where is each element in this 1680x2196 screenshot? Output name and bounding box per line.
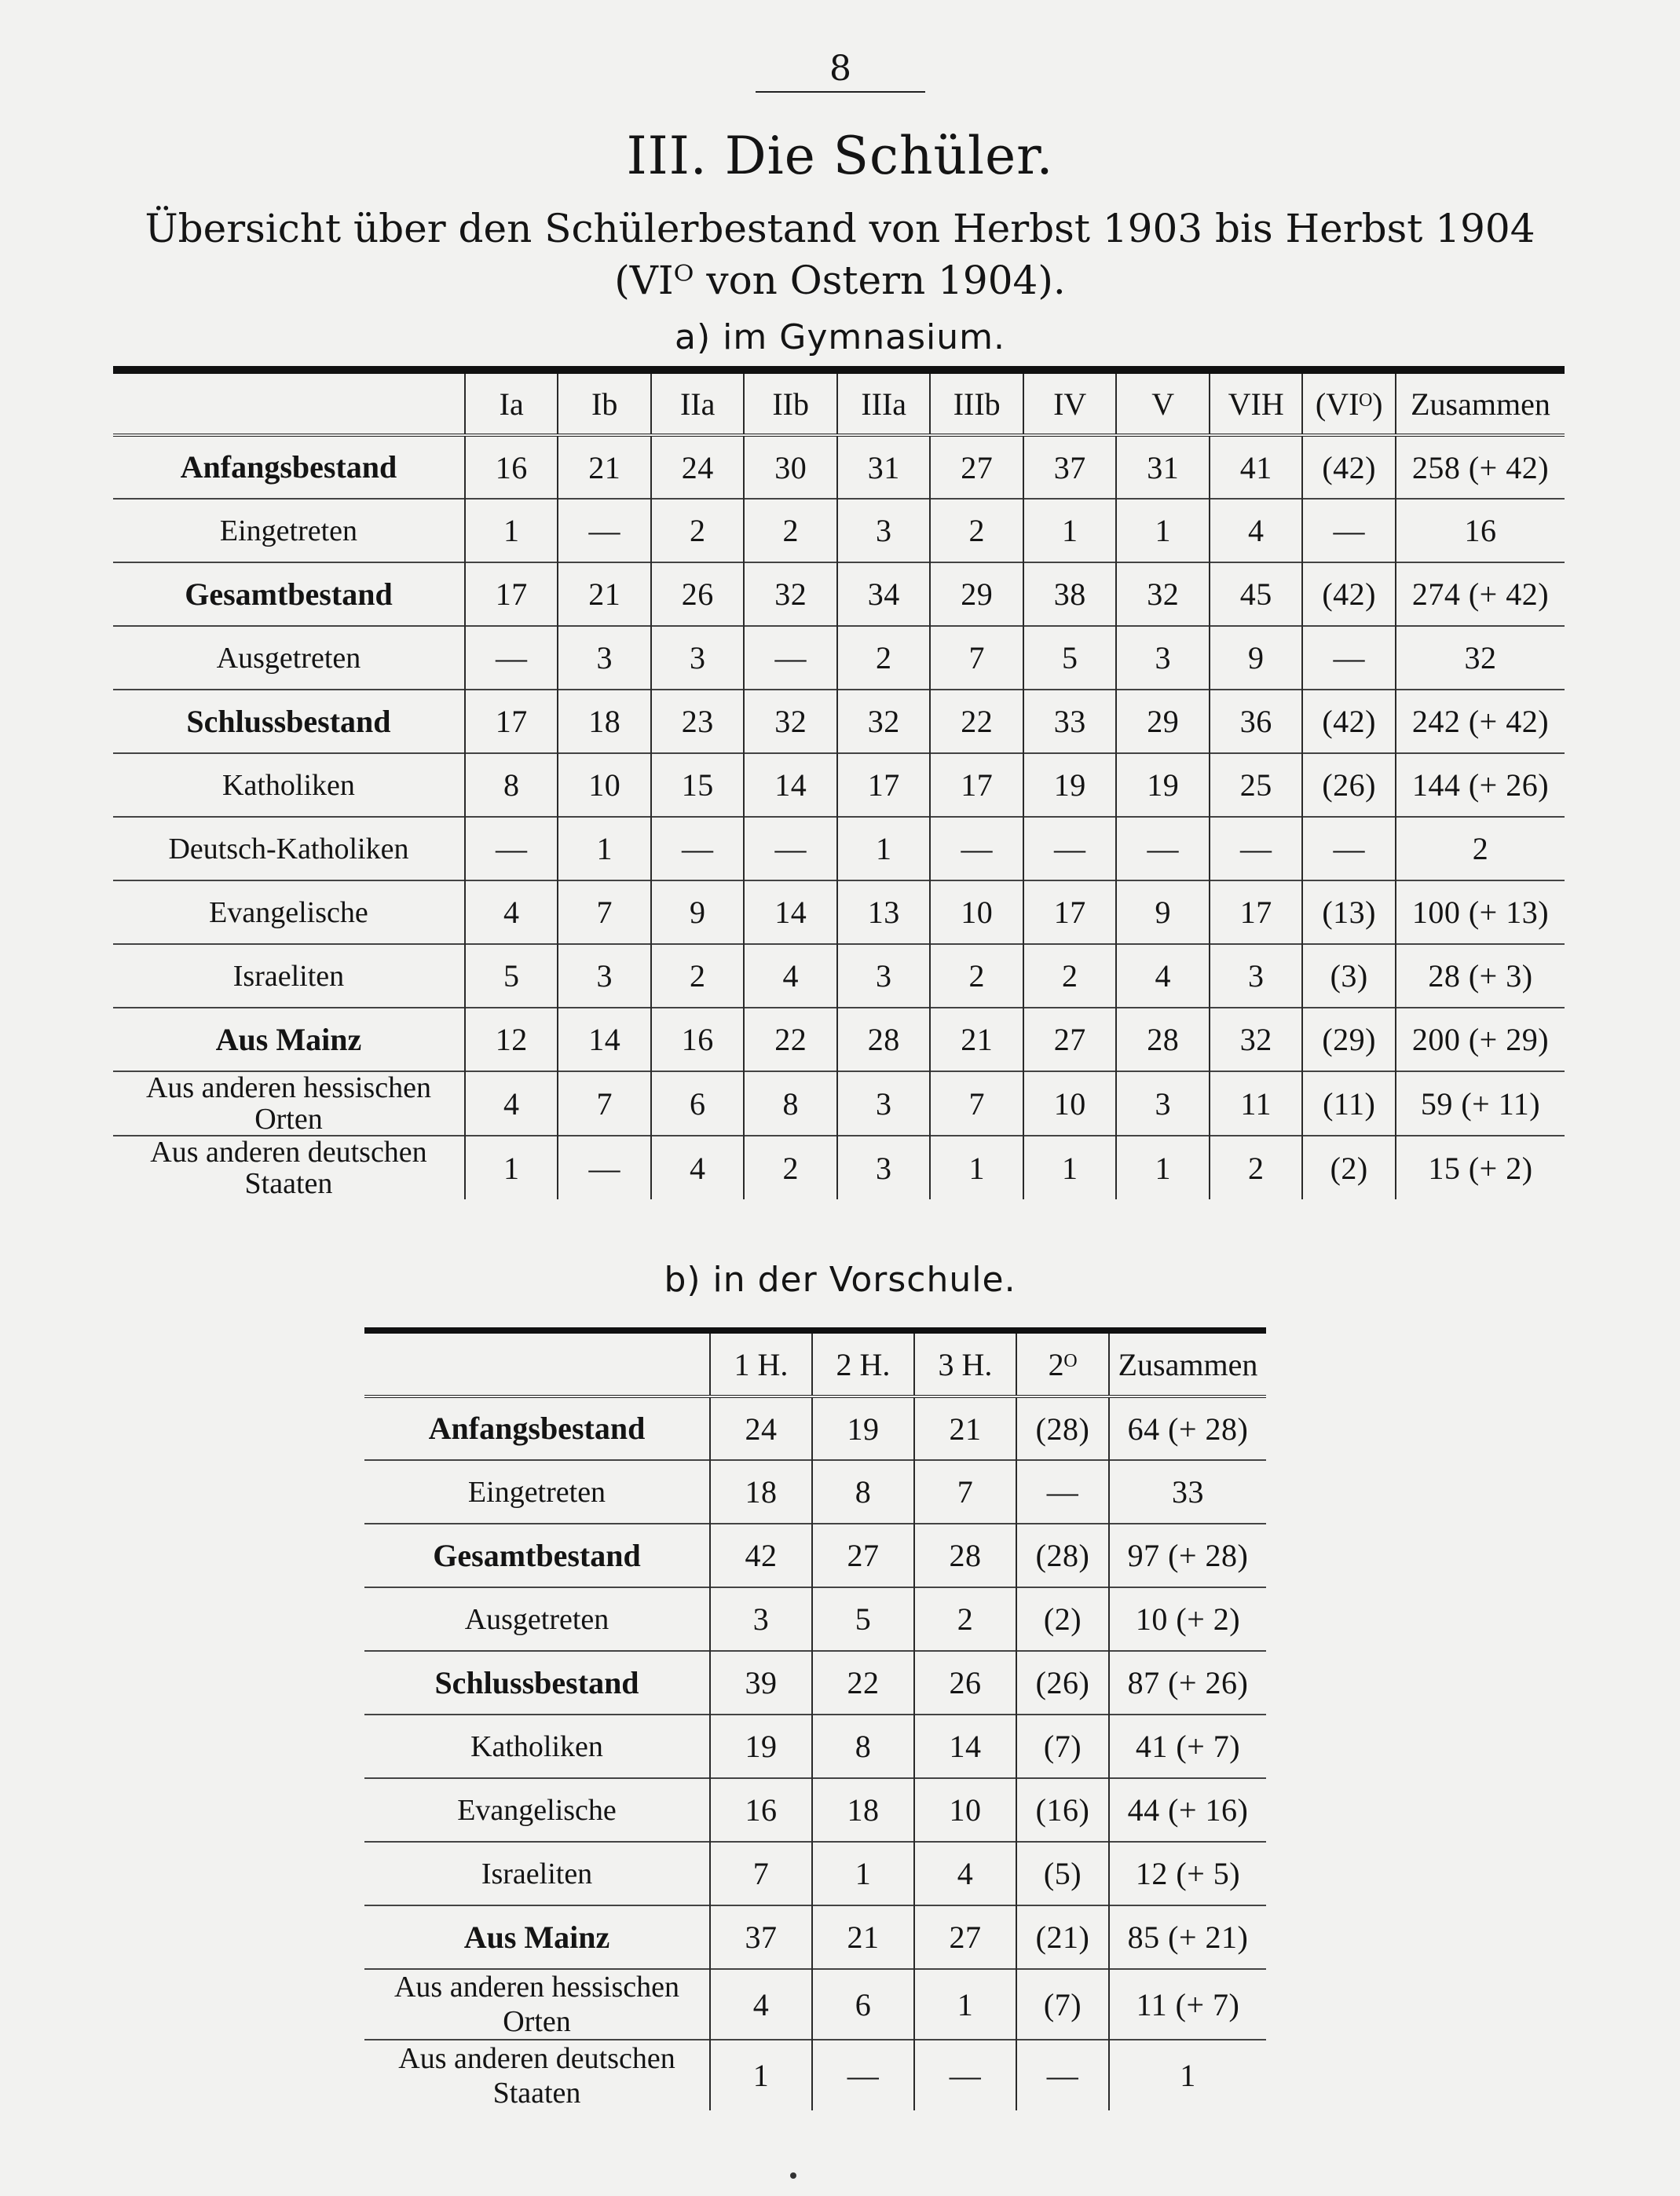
row-label: Katholiken (222, 768, 355, 802)
table-cell: 33 (1023, 690, 1117, 753)
column-header (364, 1330, 710, 1396)
table-cell: 4 (465, 1071, 558, 1136)
table-cell: 1 (1023, 1136, 1117, 1199)
table-cell: 2 (651, 499, 745, 562)
table-cell: 1 (465, 499, 558, 562)
table-cell: 32 (1396, 626, 1565, 690)
table-cell: (42) (1302, 690, 1396, 753)
table-cell: 1 (914, 1969, 1016, 2040)
table-cell: 5 (1023, 626, 1117, 690)
subtitle-line-1: Übersicht über den Schülerbestand von Herbst 1903 bis Herbst 1904 (145, 206, 1535, 251)
gymnasium-row (113, 562, 1565, 626)
column-header: 3 H. (914, 1330, 1016, 1396)
table-cell: 2 (930, 499, 1023, 562)
row-label: Aus anderen deutschen Staaten (398, 2041, 675, 2110)
table-cell: — (812, 2040, 914, 2110)
row-label: Katholiken (470, 1729, 603, 1763)
table-cell: (11) (1302, 1071, 1396, 1136)
table-cell: 28 (+ 3) (1396, 944, 1565, 1008)
table-cell: 41 (1210, 435, 1303, 499)
row-label: Schlussbestand (434, 1664, 639, 1700)
table-cell: 2 (1210, 1136, 1303, 1199)
table-cell: — (1302, 626, 1396, 690)
row-label: Ausgetreten (464, 1602, 609, 1636)
vorschule-row (364, 1842, 1266, 1905)
table-cell: 9 (1210, 626, 1303, 690)
table-cell: (42) (1302, 435, 1396, 499)
table-cell: 59 (+ 11) (1396, 1071, 1565, 1136)
table-cell: 17 (465, 562, 558, 626)
section-title-vorschule: b) in der Vorschule. (664, 1260, 1016, 1300)
table-cell: 16 (465, 435, 558, 499)
table-cell: — (744, 626, 837, 690)
table-cell: 144 (+ 26) (1396, 753, 1565, 817)
table-cell: 24 (651, 435, 745, 499)
table-cell: 25 (1210, 753, 1303, 817)
table-cell: (13) (1302, 880, 1396, 944)
table-cell: 28 (837, 1008, 931, 1071)
table-cell: (7) (1016, 1715, 1109, 1778)
table-cell: 38 (1023, 562, 1117, 626)
stray-mark (790, 2172, 796, 2179)
column-header: 2 H. (812, 1330, 914, 1396)
table-cell: 8 (744, 1071, 837, 1136)
table-cell: 5 (812, 1587, 914, 1651)
gymnasium-table (113, 366, 1565, 1199)
table-cell: (28) (1016, 1524, 1109, 1587)
table-cell: 6 (651, 1071, 745, 1136)
table-cell: 11 (+ 7) (1109, 1969, 1266, 2040)
gymnasium-row (113, 944, 1565, 1008)
section-title-gymnasium: a) im Gymnasium. (675, 317, 1005, 357)
table-cell: 19 (1116, 753, 1210, 817)
table-cell: 8 (465, 753, 558, 817)
table-cell: 1 (1109, 2040, 1266, 2110)
row-label: Gesamtbestand (185, 576, 393, 612)
table-cell: — (930, 817, 1023, 880)
table-cell: 2 (1396, 817, 1565, 880)
column-header: VIH (1210, 370, 1303, 435)
table-cell: 3 (837, 1136, 931, 1199)
row-label: Aus anderen hessischen Orten (145, 1071, 431, 1136)
table-cell: 4 (710, 1969, 812, 2040)
table-cell: 18 (558, 690, 651, 753)
table-cell: — (1023, 817, 1117, 880)
table-cell: 18 (812, 1778, 914, 1842)
table-cell: 16 (710, 1778, 812, 1842)
table-cell: 87 (+ 26) (1109, 1651, 1266, 1715)
table-cell: 45 (1210, 562, 1303, 626)
table-cell: 37 (710, 1905, 812, 1969)
gymnasium-row (113, 435, 1565, 499)
table-cell: (28) (1016, 1396, 1109, 1460)
table-cell: 10 (558, 753, 651, 817)
table-cell: 32 (1210, 1008, 1303, 1071)
row-label: Evangelische (209, 895, 368, 929)
row-label: Aus Mainz (215, 1021, 362, 1057)
table-cell: 3 (1116, 626, 1210, 690)
table-cell: 32 (744, 562, 837, 626)
table-cell: (21) (1016, 1905, 1109, 1969)
table-cell: 26 (914, 1651, 1016, 1715)
vorschule-row (364, 1905, 1266, 1969)
table-cell: 7 (558, 880, 651, 944)
table-cell: — (558, 499, 651, 562)
table-cell: 21 (914, 1396, 1016, 1460)
table-cell: 26 (651, 562, 745, 626)
table-cell: 1 (1023, 499, 1117, 562)
row-label: Anfangsbestand (180, 449, 397, 485)
vorschule-row (364, 1651, 1266, 1715)
table-cell: — (1116, 817, 1210, 880)
table-cell: (26) (1016, 1651, 1109, 1715)
table-cell: 12 (+ 5) (1109, 1842, 1266, 1905)
table-cell: (16) (1016, 1778, 1109, 1842)
table-cell: 17 (837, 753, 931, 817)
table-cell: 3 (1116, 1071, 1210, 1136)
column-header: Zusammen (1396, 370, 1565, 435)
table-cell: (2) (1016, 1587, 1109, 1651)
table-cell: 22 (744, 1008, 837, 1071)
table-cell: 29 (1116, 690, 1210, 753)
table-cell: — (1302, 499, 1396, 562)
page-title: III. Die Schüler. (626, 126, 1054, 186)
table-cell: 1 (465, 1136, 558, 1199)
table-cell: 10 (1023, 1071, 1117, 1136)
table-cell: 27 (914, 1905, 1016, 1969)
table-cell: 36 (1210, 690, 1303, 753)
table-cell: 22 (930, 690, 1023, 753)
table-cell: 4 (1116, 944, 1210, 1008)
page-number: 8 (829, 49, 851, 89)
gymnasium-row (113, 1008, 1565, 1071)
row-label: Ausgetreten (216, 641, 361, 675)
table-cell: 1 (812, 1842, 914, 1905)
table-cell: — (1210, 817, 1303, 880)
table-cell: 258 (+ 42) (1396, 435, 1565, 499)
table-cell: (2) (1302, 1136, 1396, 1199)
table-cell: 4 (465, 880, 558, 944)
vorschule-table (364, 1327, 1266, 2110)
row-label: Aus anderen hessischen Orten (393, 1971, 679, 2038)
table-cell: — (914, 2040, 1016, 2110)
table-cell: 16 (1396, 499, 1565, 562)
vorschule-row (364, 1587, 1266, 1651)
table-cell: 11 (1210, 1071, 1303, 1136)
table-cell: 31 (1116, 435, 1210, 499)
table-cell: 64 (+ 28) (1109, 1396, 1266, 1460)
vorschule-row (364, 1715, 1266, 1778)
table-cell: 2 (1023, 944, 1117, 1008)
table-cell: — (1016, 1460, 1109, 1524)
column-header: 1 H. (710, 1330, 812, 1396)
row-label: Anfangsbestand (428, 1411, 646, 1446)
table-cell: 3 (837, 944, 931, 1008)
vorschule-header-row (364, 1330, 1266, 1396)
table-cell: 14 (558, 1008, 651, 1071)
column-header: IIIa (837, 370, 931, 435)
table-cell: 21 (812, 1905, 914, 1969)
table-cell: 44 (+ 16) (1109, 1778, 1266, 1842)
table-cell: — (465, 817, 558, 880)
row-label: Aus anderen deutschen Staaten (150, 1136, 427, 1200)
table-cell: 19 (812, 1396, 914, 1460)
table-cell: 4 (744, 944, 837, 1008)
table-cell: 2 (930, 944, 1023, 1008)
table-cell: 19 (710, 1715, 812, 1778)
table-cell: (26) (1302, 753, 1396, 817)
gymnasium-row (113, 499, 1565, 562)
table-cell: 17 (465, 690, 558, 753)
table-cell: (29) (1302, 1008, 1396, 1071)
table-cell: 21 (558, 435, 651, 499)
table-cell: 5 (465, 944, 558, 1008)
table-cell: 2 (744, 499, 837, 562)
table-cell: 200 (+ 29) (1396, 1008, 1565, 1071)
table-cell: 28 (914, 1524, 1016, 1587)
table-cell: — (558, 1136, 651, 1199)
table-cell: 1 (1116, 1136, 1210, 1199)
gymnasium-row (113, 1071, 1565, 1136)
table-cell: 2 (744, 1136, 837, 1199)
gymnasium-row (113, 880, 1565, 944)
gymnasium-row (113, 626, 1565, 690)
table-cell: 42 (710, 1524, 812, 1587)
table-cell: 4 (1210, 499, 1303, 562)
table-cell: 12 (465, 1008, 558, 1071)
table-cell: 17 (1210, 880, 1303, 944)
column-header: V (1116, 370, 1210, 435)
table-cell: 37 (1023, 435, 1117, 499)
table-cell: 1 (558, 817, 651, 880)
table-cell: (5) (1016, 1842, 1109, 1905)
table-cell: 10 (930, 880, 1023, 944)
table-cell: — (1016, 2040, 1109, 2110)
gymnasium-row (113, 1136, 1565, 1199)
table-cell: 2 (837, 626, 931, 690)
gymnasium-row (113, 753, 1565, 817)
table-cell: 17 (1023, 880, 1117, 944)
table-cell: 39 (710, 1651, 812, 1715)
table-cell: 30 (744, 435, 837, 499)
table-cell: 8 (812, 1715, 914, 1778)
table-cell: 3 (558, 944, 651, 1008)
table-cell: 242 (+ 42) (1396, 690, 1565, 753)
table-cell: (7) (1016, 1969, 1109, 2040)
column-header: IV (1023, 370, 1117, 435)
table-cell: (42) (1302, 562, 1396, 626)
table-cell: 9 (651, 880, 745, 944)
table-cell: 13 (837, 880, 931, 944)
row-label: Eingetreten (219, 514, 358, 547)
table-cell: 3 (651, 626, 745, 690)
table-cell: 21 (558, 562, 651, 626)
table-cell: 85 (+ 21) (1109, 1905, 1266, 1969)
table-cell: 32 (1116, 562, 1210, 626)
row-label: Deutsch-Katholiken (168, 832, 409, 866)
table-cell: 21 (930, 1008, 1023, 1071)
table-cell: 3 (710, 1587, 812, 1651)
table-cell: 16 (651, 1008, 745, 1071)
column-header (113, 370, 465, 435)
table-cell: 3 (837, 1071, 931, 1136)
table-cell: 9 (1116, 880, 1210, 944)
table-cell: 3 (1210, 944, 1303, 1008)
table-cell: 1 (710, 2040, 812, 2110)
table-cell: 27 (1023, 1008, 1117, 1071)
column-header: Ia (465, 370, 558, 435)
vorschule-row (364, 1778, 1266, 1842)
column-header: Zusammen (1109, 1330, 1266, 1396)
table-cell: 19 (1023, 753, 1117, 817)
table-cell: 2 (914, 1587, 1016, 1651)
table-cell: 34 (837, 562, 931, 626)
table-cell: 41 (+ 7) (1109, 1715, 1266, 1778)
table-cell: 15 (+ 2) (1396, 1136, 1565, 1199)
table-cell: 23 (651, 690, 745, 753)
row-label: Israeliten (481, 1857, 593, 1890)
table-cell: 18 (710, 1460, 812, 1524)
gymnasium-row (113, 690, 1565, 753)
vorschule-row (364, 1396, 1266, 1460)
table-cell: 14 (914, 1715, 1016, 1778)
table-cell: 22 (812, 1651, 914, 1715)
table-cell: 3 (558, 626, 651, 690)
column-header: (VIᴼ) (1302, 370, 1396, 435)
table-cell: 31 (837, 435, 931, 499)
table-cell: 24 (710, 1396, 812, 1460)
table-cell: 7 (710, 1842, 812, 1905)
row-label: Eingetreten (467, 1475, 606, 1509)
table-cell: 17 (930, 753, 1023, 817)
table-cell: 1 (930, 1136, 1023, 1199)
subtitle-line-2: (VIᴼ von Ostern 1904). (614, 258, 1066, 303)
table-cell: 6 (812, 1969, 914, 2040)
table-cell: 10 (+ 2) (1109, 1587, 1266, 1651)
row-label: Evangelische (457, 1793, 617, 1827)
table-cell: (3) (1302, 944, 1396, 1008)
table-cell: 274 (+ 42) (1396, 562, 1565, 626)
column-header: IIIb (930, 370, 1023, 435)
vorschule-row (364, 2040, 1266, 2110)
table-cell: 32 (837, 690, 931, 753)
vorschule-row (364, 1524, 1266, 1587)
table-cell: 32 (744, 690, 837, 753)
table-cell: 4 (651, 1136, 745, 1199)
table-cell: 29 (930, 562, 1023, 626)
table-cell: — (465, 626, 558, 690)
table-cell: 33 (1109, 1460, 1266, 1524)
table-cell: 7 (930, 626, 1023, 690)
table-cell: 4 (914, 1842, 1016, 1905)
column-header: IIa (651, 370, 745, 435)
table-cell: 97 (+ 28) (1109, 1524, 1266, 1587)
table-cell: 7 (930, 1071, 1023, 1136)
table-cell: — (744, 817, 837, 880)
gymnasium-row (113, 817, 1565, 880)
page-number-rule (756, 91, 925, 93)
row-label: Gesamtbestand (433, 1537, 641, 1573)
table-cell: 7 (558, 1071, 651, 1136)
column-header: 2ᴼ (1016, 1330, 1109, 1396)
table-cell: 15 (651, 753, 745, 817)
row-label: Israeliten (232, 959, 345, 993)
table-cell: 2 (651, 944, 745, 1008)
column-header: Ib (558, 370, 651, 435)
table-cell: — (651, 817, 745, 880)
vorschule-row (364, 1969, 1266, 2040)
table-cell: 7 (914, 1460, 1016, 1524)
gymnasium-header-row (113, 370, 1565, 435)
column-header: IIb (744, 370, 837, 435)
table-cell: 10 (914, 1778, 1016, 1842)
table-cell: 8 (812, 1460, 914, 1524)
table-cell: 28 (1116, 1008, 1210, 1071)
table-cell: 27 (812, 1524, 914, 1587)
table-cell: 27 (930, 435, 1023, 499)
table-cell: 14 (744, 880, 837, 944)
table-cell: 1 (1116, 499, 1210, 562)
table-cell: 100 (+ 13) (1396, 880, 1565, 944)
vorschule-row (364, 1460, 1266, 1524)
table-cell: 1 (837, 817, 931, 880)
table-cell: 3 (837, 499, 931, 562)
row-label: Aus Mainz (463, 1919, 610, 1955)
table-cell: — (1302, 817, 1396, 880)
row-label: Schlussbestand (186, 703, 391, 739)
table-cell: 14 (744, 753, 837, 817)
